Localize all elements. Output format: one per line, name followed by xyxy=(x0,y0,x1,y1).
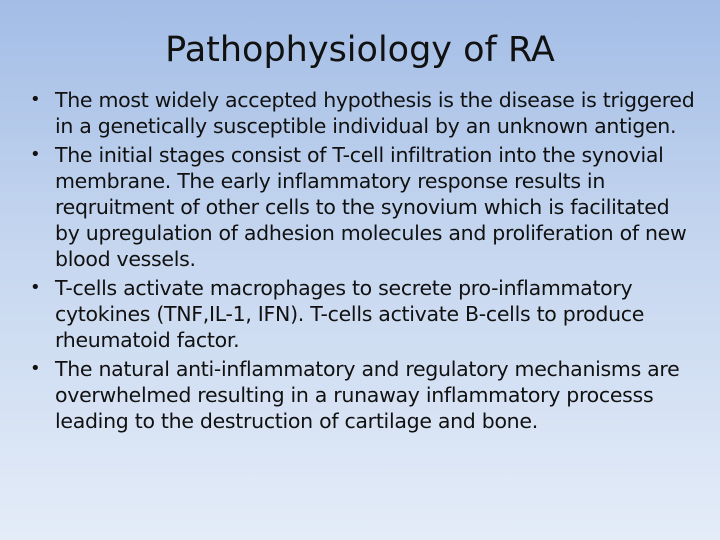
bullet-list xyxy=(30,87,700,437)
bullet-item xyxy=(30,87,700,139)
slide-title: Pathophysiology of RA xyxy=(165,30,555,70)
bullet-item xyxy=(30,275,700,353)
bullet-text: The initial stages consist of T-cell infiltration into the synovial membrane. The early inflammatory response results in reqruitment of other cells to the synovium which is facilitated by upregulation of adhesion molecules and proliferation of new blood vessels. xyxy=(55,143,687,271)
bullet-dot-icon: • xyxy=(30,277,41,298)
bullet-text: T-cells activate macrophages to secrete pro-inflammatory cytokines (TNF,IL-1, IFN). T-cells activate B-cells to produce rheumatoid factor. xyxy=(55,276,645,352)
bullet-text: The natural anti-inflammatory and regulatory mechanisms are overwhelmed resulting in a runaway inflammatory processs leading to the destruction of cartilage and bone. xyxy=(55,357,680,433)
bullet-dot-icon: • xyxy=(30,144,41,165)
bullet-text: The most widely accepted hypothesis is the disease is triggered in a genetically susceptible individual by an unknown antigen. xyxy=(55,88,695,138)
bullet-dot-icon: • xyxy=(30,358,41,379)
bullet-item xyxy=(30,356,700,434)
bullet-dot-icon: • xyxy=(30,89,41,110)
bullet-item xyxy=(30,142,700,272)
